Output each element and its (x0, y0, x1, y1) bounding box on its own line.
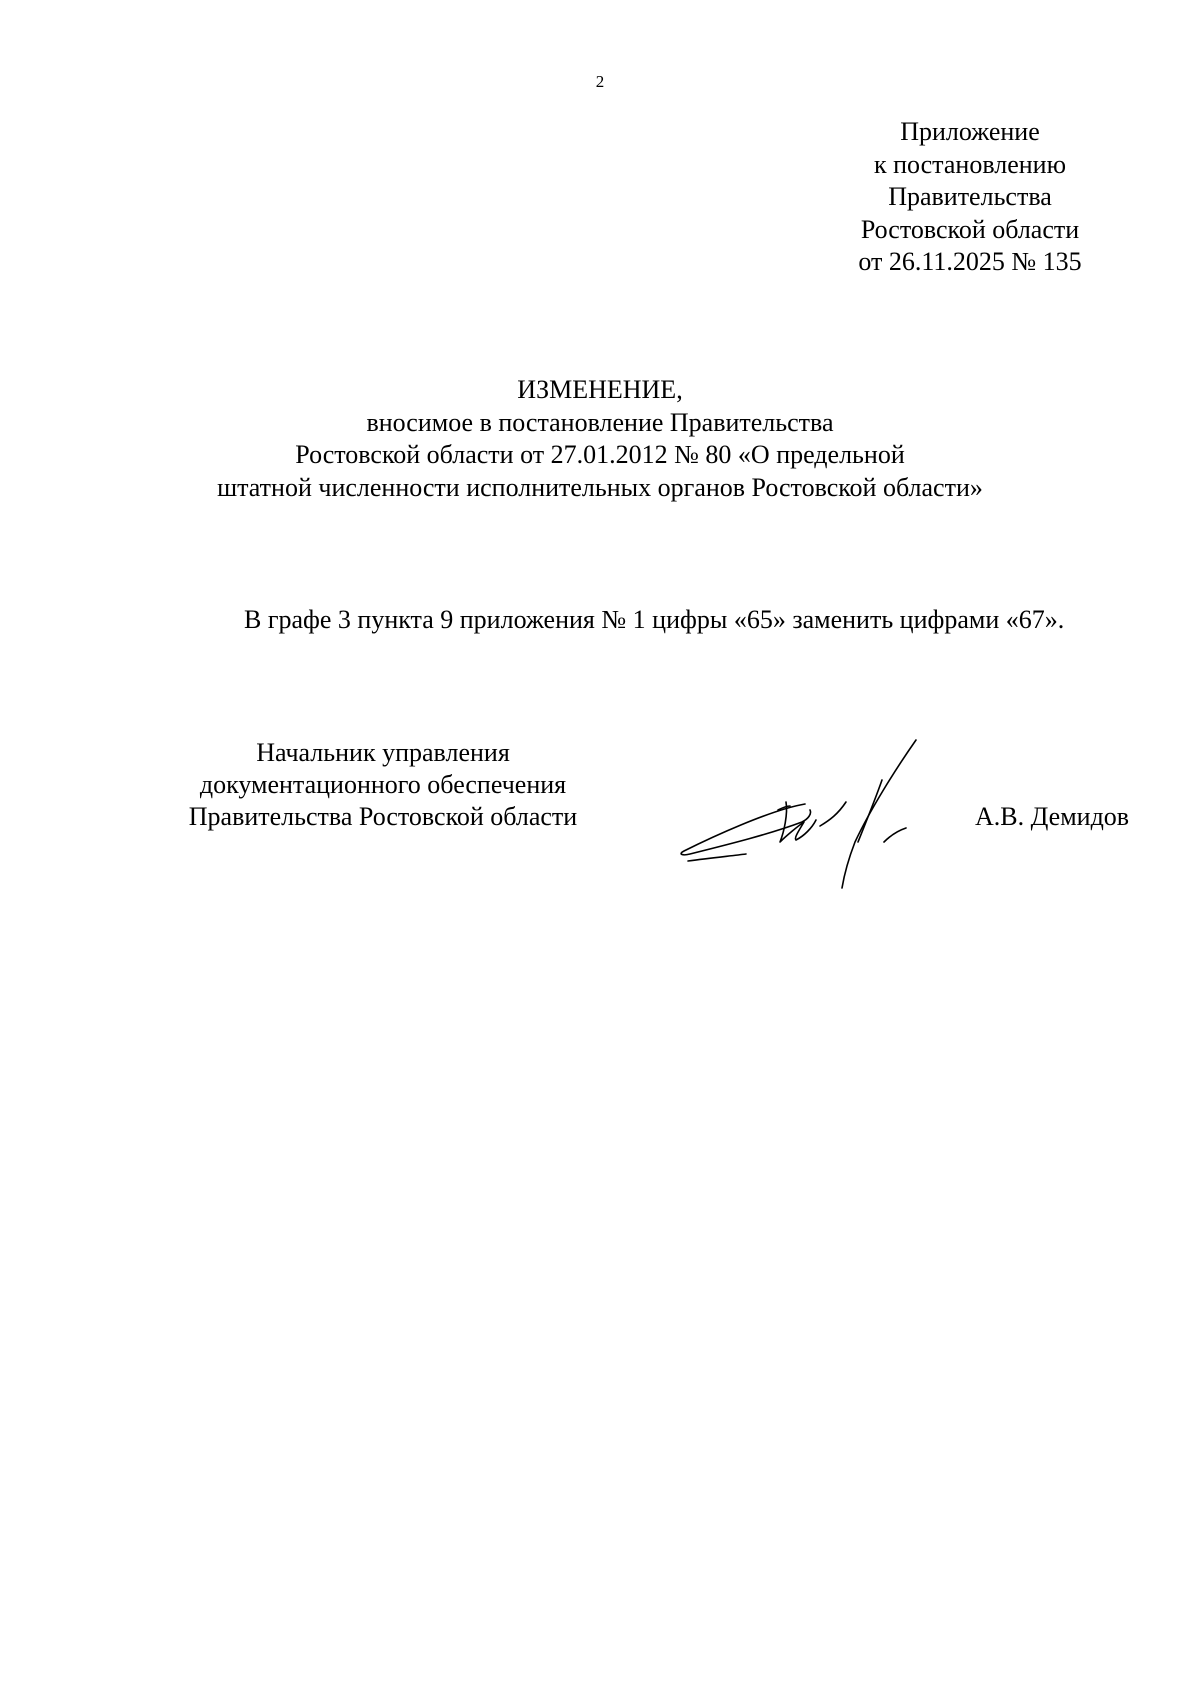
title-line: вносимое в постановление Правительства (366, 407, 834, 437)
title-heading: ИЗМЕНЕНИЕ, (517, 375, 683, 404)
appendix-header (820, 116, 1120, 279)
position-line: Правительства Ростовской области (188, 802, 578, 831)
position-line: Начальник управления (256, 738, 510, 767)
appendix-line: Ростовской области (860, 214, 1080, 244)
appendix-line: от 26.11.2025 № 135 (858, 247, 1082, 276)
signatory-name: А.В. Демидов (975, 802, 1130, 831)
appendix-line: Приложение (900, 117, 1040, 146)
appendix-line: к постановлению (873, 149, 1067, 179)
title-line: штатной численности исполнительных органов Ростовской области» (217, 472, 983, 502)
handwritten-signature (670, 730, 960, 900)
signatory-position (168, 737, 598, 833)
document-title (0, 374, 1200, 504)
appendix-line: Правительства (888, 182, 1052, 211)
title-line: Ростовской области от 27.01.2012 № 80 «О предельной (295, 440, 905, 469)
page-number: 2 (595, 72, 605, 91)
position-line: документационного обеспечения (199, 770, 567, 799)
body-paragraph: В графе 3 пункта 9 приложения № 1 цифры «65» заменить цифрами «67». (244, 605, 1065, 634)
